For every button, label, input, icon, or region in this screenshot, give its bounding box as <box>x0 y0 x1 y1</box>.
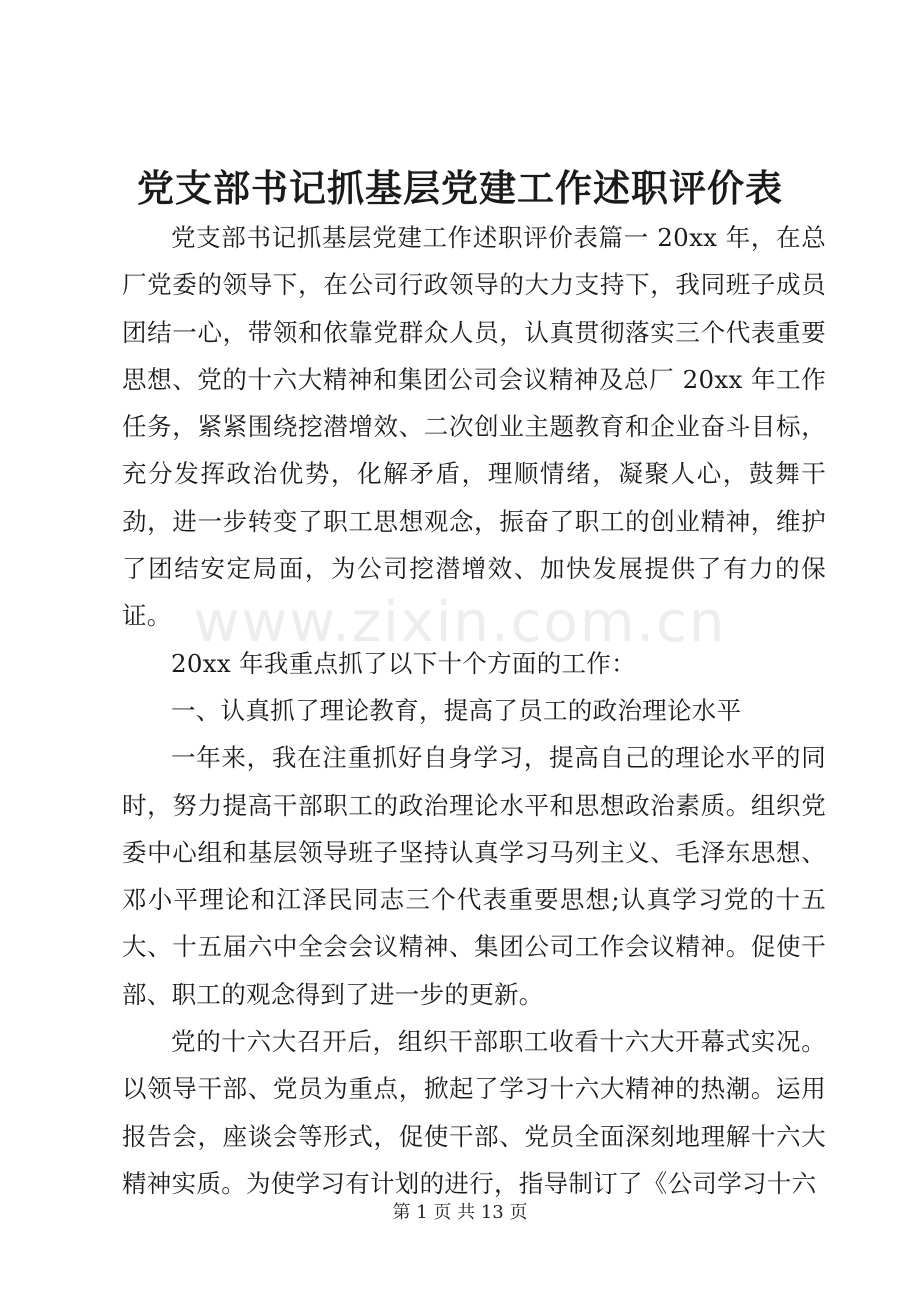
section-heading-theory-education: 一、认真抓了理论教育，提高了员工的政治理论水平 <box>171 695 742 725</box>
paragraph-theory-study: 一年来，我在注重抓好自身学习，提高自己的理论水平的同时，努力提高干部职工的政治理论水平和思想政治素质。组织党委中心组和基层领导班子坚持认真学习马列主义、毛泽东思想、邓小平理论和江泽民同志三个代表重要思想;认真学习党的十五大、十五届六中全会会议精神、集团公司工作会议精神。促使干部、职工的观念得到了进一步的更新。 <box>122 743 826 1009</box>
watermark: www.zixin.com.cn <box>193 590 727 655</box>
document-body <box>122 214 826 1207</box>
page-footer: 第 1 页 共 13 页 <box>392 1202 528 1223</box>
document-title: 党支部书记抓基层党建工作述职评价表 <box>137 166 783 210</box>
paragraph-focus-summary: 20xx 年我重点抓了以下十个方面的工作： <box>171 648 636 678</box>
paragraph-sixteenth-congress: 党的十六大召开后，组织干部职工收看十六大开幕式实况。以领导干部、党员为重点，掀起了学习十六大精神的热潮。运用报告会，座谈会等形式，促使干部、党员全面深刻地理解十六大精神实质。为使学习有计划的进行，指导制订了《公司学习十六 <box>122 1027 826 1198</box>
paragraph-intro: 党支部书记抓基层党建工作述职评价表篇一 20xx 年，在总厂党委的领导下，在公司行政领导的大力支持下，我同班子成员团结一心，带领和依靠党群众人员，认真贯彻落实三个代表重要思想、党的十六大精神和集团公司会议精神及总厂 20xx 年工作任务，紧紧围绕挖潜增效、二次创业主题教育和企业奋斗目标，充分发挥政治优势，化解矛盾，理顺情绪，凝聚人心，鼓舞干劲，进一步转变了职工思想观念，振奋了职工的创业精神，维护了团结安定局面，为公司挖潜增效、加快发展提供了有力的保证。 <box>122 223 826 631</box>
